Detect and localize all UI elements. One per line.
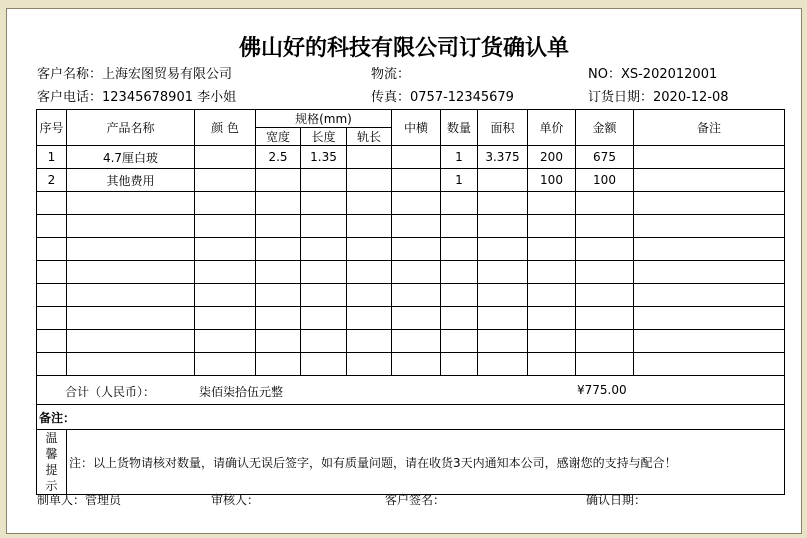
table-cell — [634, 330, 785, 353]
table-cell: 1.35 — [301, 146, 347, 169]
table-cell — [67, 353, 195, 376]
table-row — [37, 146, 785, 169]
order-table — [36, 109, 785, 495]
table-row — [37, 261, 785, 284]
table-cell — [576, 284, 634, 307]
header-qty: 数量 — [441, 110, 478, 146]
table-cell — [256, 192, 301, 215]
table-cell: 2 — [37, 169, 67, 192]
table-cell: 100 — [528, 169, 576, 192]
table-row — [37, 330, 785, 353]
table-cell: 1 — [37, 146, 67, 169]
table-cell — [301, 215, 347, 238]
table-cell — [256, 353, 301, 376]
table-cell: 3.375 — [478, 146, 528, 169]
table-cell — [256, 261, 301, 284]
table-cell — [478, 261, 528, 284]
table-cell — [634, 169, 785, 192]
header-mid: 中横 — [392, 110, 441, 146]
table-cell — [634, 146, 785, 169]
table-cell — [301, 169, 347, 192]
table-cell — [576, 353, 634, 376]
table-cell — [441, 284, 478, 307]
table-cell — [528, 284, 576, 307]
total-words: 柒佰柒拾伍元整 — [199, 385, 284, 399]
table-cell: 100 — [576, 169, 634, 192]
table-cell: 1 — [441, 146, 478, 169]
table-row — [37, 192, 785, 215]
table-cell — [301, 238, 347, 261]
table-cell — [634, 238, 785, 261]
table-row — [37, 353, 785, 376]
table-cell — [441, 307, 478, 330]
table-cell — [256, 284, 301, 307]
header-width: 宽度 — [256, 128, 301, 146]
header-color: 颜 色 — [195, 110, 256, 146]
footer-customer-sign: 客户签名： — [385, 493, 446, 507]
header-spec: 规格(mm) — [256, 110, 392, 128]
table-cell — [576, 307, 634, 330]
table-cell — [392, 307, 441, 330]
table-cell — [347, 284, 392, 307]
header-remark: 备注 — [634, 110, 785, 146]
footer-reviewer: 审核人： — [211, 493, 260, 507]
table-cell — [634, 261, 785, 284]
table-cell — [347, 192, 392, 215]
table-cell — [441, 261, 478, 284]
table-cell: 2.5 — [256, 146, 301, 169]
table-cell: 其他费用 — [67, 169, 195, 192]
table-cell — [37, 238, 67, 261]
table-cell: 1 — [441, 169, 478, 192]
table-cell — [528, 261, 576, 284]
table-cell — [301, 353, 347, 376]
total-label: 合计（人民币）： — [65, 385, 156, 399]
table-cell — [195, 261, 256, 284]
fax: 传真：0757-12345679 — [371, 90, 514, 105]
table-cell — [67, 261, 195, 284]
table-cell — [634, 215, 785, 238]
table-cell — [478, 215, 528, 238]
table-cell — [37, 330, 67, 353]
customer-name: 客户名称：上海宏图贸易有限公司 — [37, 67, 233, 82]
table-cell — [37, 215, 67, 238]
table-cell — [528, 215, 576, 238]
table-cell — [195, 146, 256, 169]
table-cell — [576, 261, 634, 284]
table-cell — [301, 261, 347, 284]
table-cell — [634, 353, 785, 376]
table-cell — [392, 238, 441, 261]
table-cell — [392, 146, 441, 169]
table-cell — [301, 192, 347, 215]
table-cell — [576, 238, 634, 261]
table-cell — [478, 307, 528, 330]
table-cell — [528, 353, 576, 376]
table-cell — [301, 330, 347, 353]
table-cell — [634, 284, 785, 307]
table-cell — [528, 192, 576, 215]
table-cell — [392, 330, 441, 353]
table-cell — [195, 307, 256, 330]
table-cell — [256, 215, 301, 238]
table-row — [37, 169, 785, 192]
table-cell — [195, 238, 256, 261]
order-number: NO：XS-202012001 — [588, 67, 718, 82]
table-cell — [528, 330, 576, 353]
total-amount: ¥775.00 — [577, 383, 627, 397]
table-cell — [37, 261, 67, 284]
header-price: 单价 — [528, 110, 576, 146]
tip-text: 注：以上货物请核对数量，请确认无误后签字，如有质量问题，请在收货3天内通知本公司，感谢您的支持与配合！ — [67, 430, 785, 495]
total-row — [37, 376, 785, 405]
table-cell — [347, 169, 392, 192]
table-cell — [441, 330, 478, 353]
table-cell — [347, 261, 392, 284]
table-cell — [195, 353, 256, 376]
table-cell — [347, 353, 392, 376]
table-cell — [67, 330, 195, 353]
table-cell — [478, 330, 528, 353]
table-cell: 200 — [528, 146, 576, 169]
table-cell — [392, 353, 441, 376]
table-cell — [576, 215, 634, 238]
table-cell: 4.7厘白玻 — [67, 146, 195, 169]
table-cell — [441, 192, 478, 215]
table-cell — [37, 353, 67, 376]
table-cell — [256, 238, 301, 261]
table-cell — [347, 238, 392, 261]
table-cell — [576, 192, 634, 215]
table-cell — [478, 353, 528, 376]
table-cell — [634, 192, 785, 215]
table-cell — [301, 307, 347, 330]
table-cell — [37, 284, 67, 307]
table-cell — [256, 307, 301, 330]
table-cell — [392, 261, 441, 284]
header-length: 长度 — [301, 128, 347, 146]
footer-maker: 制单人：管理员 — [37, 493, 122, 507]
table-cell: 675 — [576, 146, 634, 169]
table-cell — [67, 238, 195, 261]
table-cell — [634, 307, 785, 330]
tip-label: 温馨提示 — [37, 430, 67, 495]
table-cell — [478, 169, 528, 192]
table-cell — [37, 192, 67, 215]
table-row — [37, 307, 785, 330]
document-title: 佛山好的科技有限公司订货确认单 — [238, 36, 569, 61]
table-row — [37, 284, 785, 307]
header-product: 产品名称 — [67, 110, 195, 146]
table-cell — [576, 330, 634, 353]
table-cell — [392, 284, 441, 307]
table-cell — [256, 330, 301, 353]
table-cell — [528, 238, 576, 261]
header-rail: 轨长 — [347, 128, 392, 146]
table-cell — [256, 169, 301, 192]
table-cell — [441, 238, 478, 261]
table-cell — [195, 169, 256, 192]
order-date: 订货日期：2020-12-08 — [588, 90, 729, 105]
table-cell — [301, 284, 347, 307]
header-area: 面积 — [478, 110, 528, 146]
table-body — [37, 146, 785, 376]
table-cell — [392, 192, 441, 215]
header-amount: 金额 — [576, 110, 634, 146]
table-cell — [347, 330, 392, 353]
order-sheet — [6, 8, 802, 534]
table-cell — [195, 284, 256, 307]
table-cell — [441, 353, 478, 376]
table-cell — [195, 215, 256, 238]
table-cell — [392, 169, 441, 192]
table-cell — [67, 284, 195, 307]
table-cell — [347, 146, 392, 169]
table-cell — [67, 192, 195, 215]
table-cell — [478, 238, 528, 261]
table-cell — [37, 307, 67, 330]
table-row — [37, 238, 785, 261]
table-cell — [67, 307, 195, 330]
table-cell — [441, 215, 478, 238]
footer-confirm-date: 确认日期： — [586, 493, 647, 507]
table-cell — [347, 215, 392, 238]
table-cell — [392, 215, 441, 238]
remark-label: 备注： — [37, 405, 785, 430]
customer-phone: 客户电话：12345678901 李小姐 — [37, 90, 237, 105]
table-cell — [347, 307, 392, 330]
logistics: 物流： — [371, 67, 411, 82]
table-cell — [67, 215, 195, 238]
header-seq: 序号 — [37, 110, 67, 146]
table-cell — [478, 192, 528, 215]
table-cell — [528, 307, 576, 330]
table-row — [37, 215, 785, 238]
table-cell — [195, 330, 256, 353]
table-cell — [478, 284, 528, 307]
table-cell — [195, 192, 256, 215]
